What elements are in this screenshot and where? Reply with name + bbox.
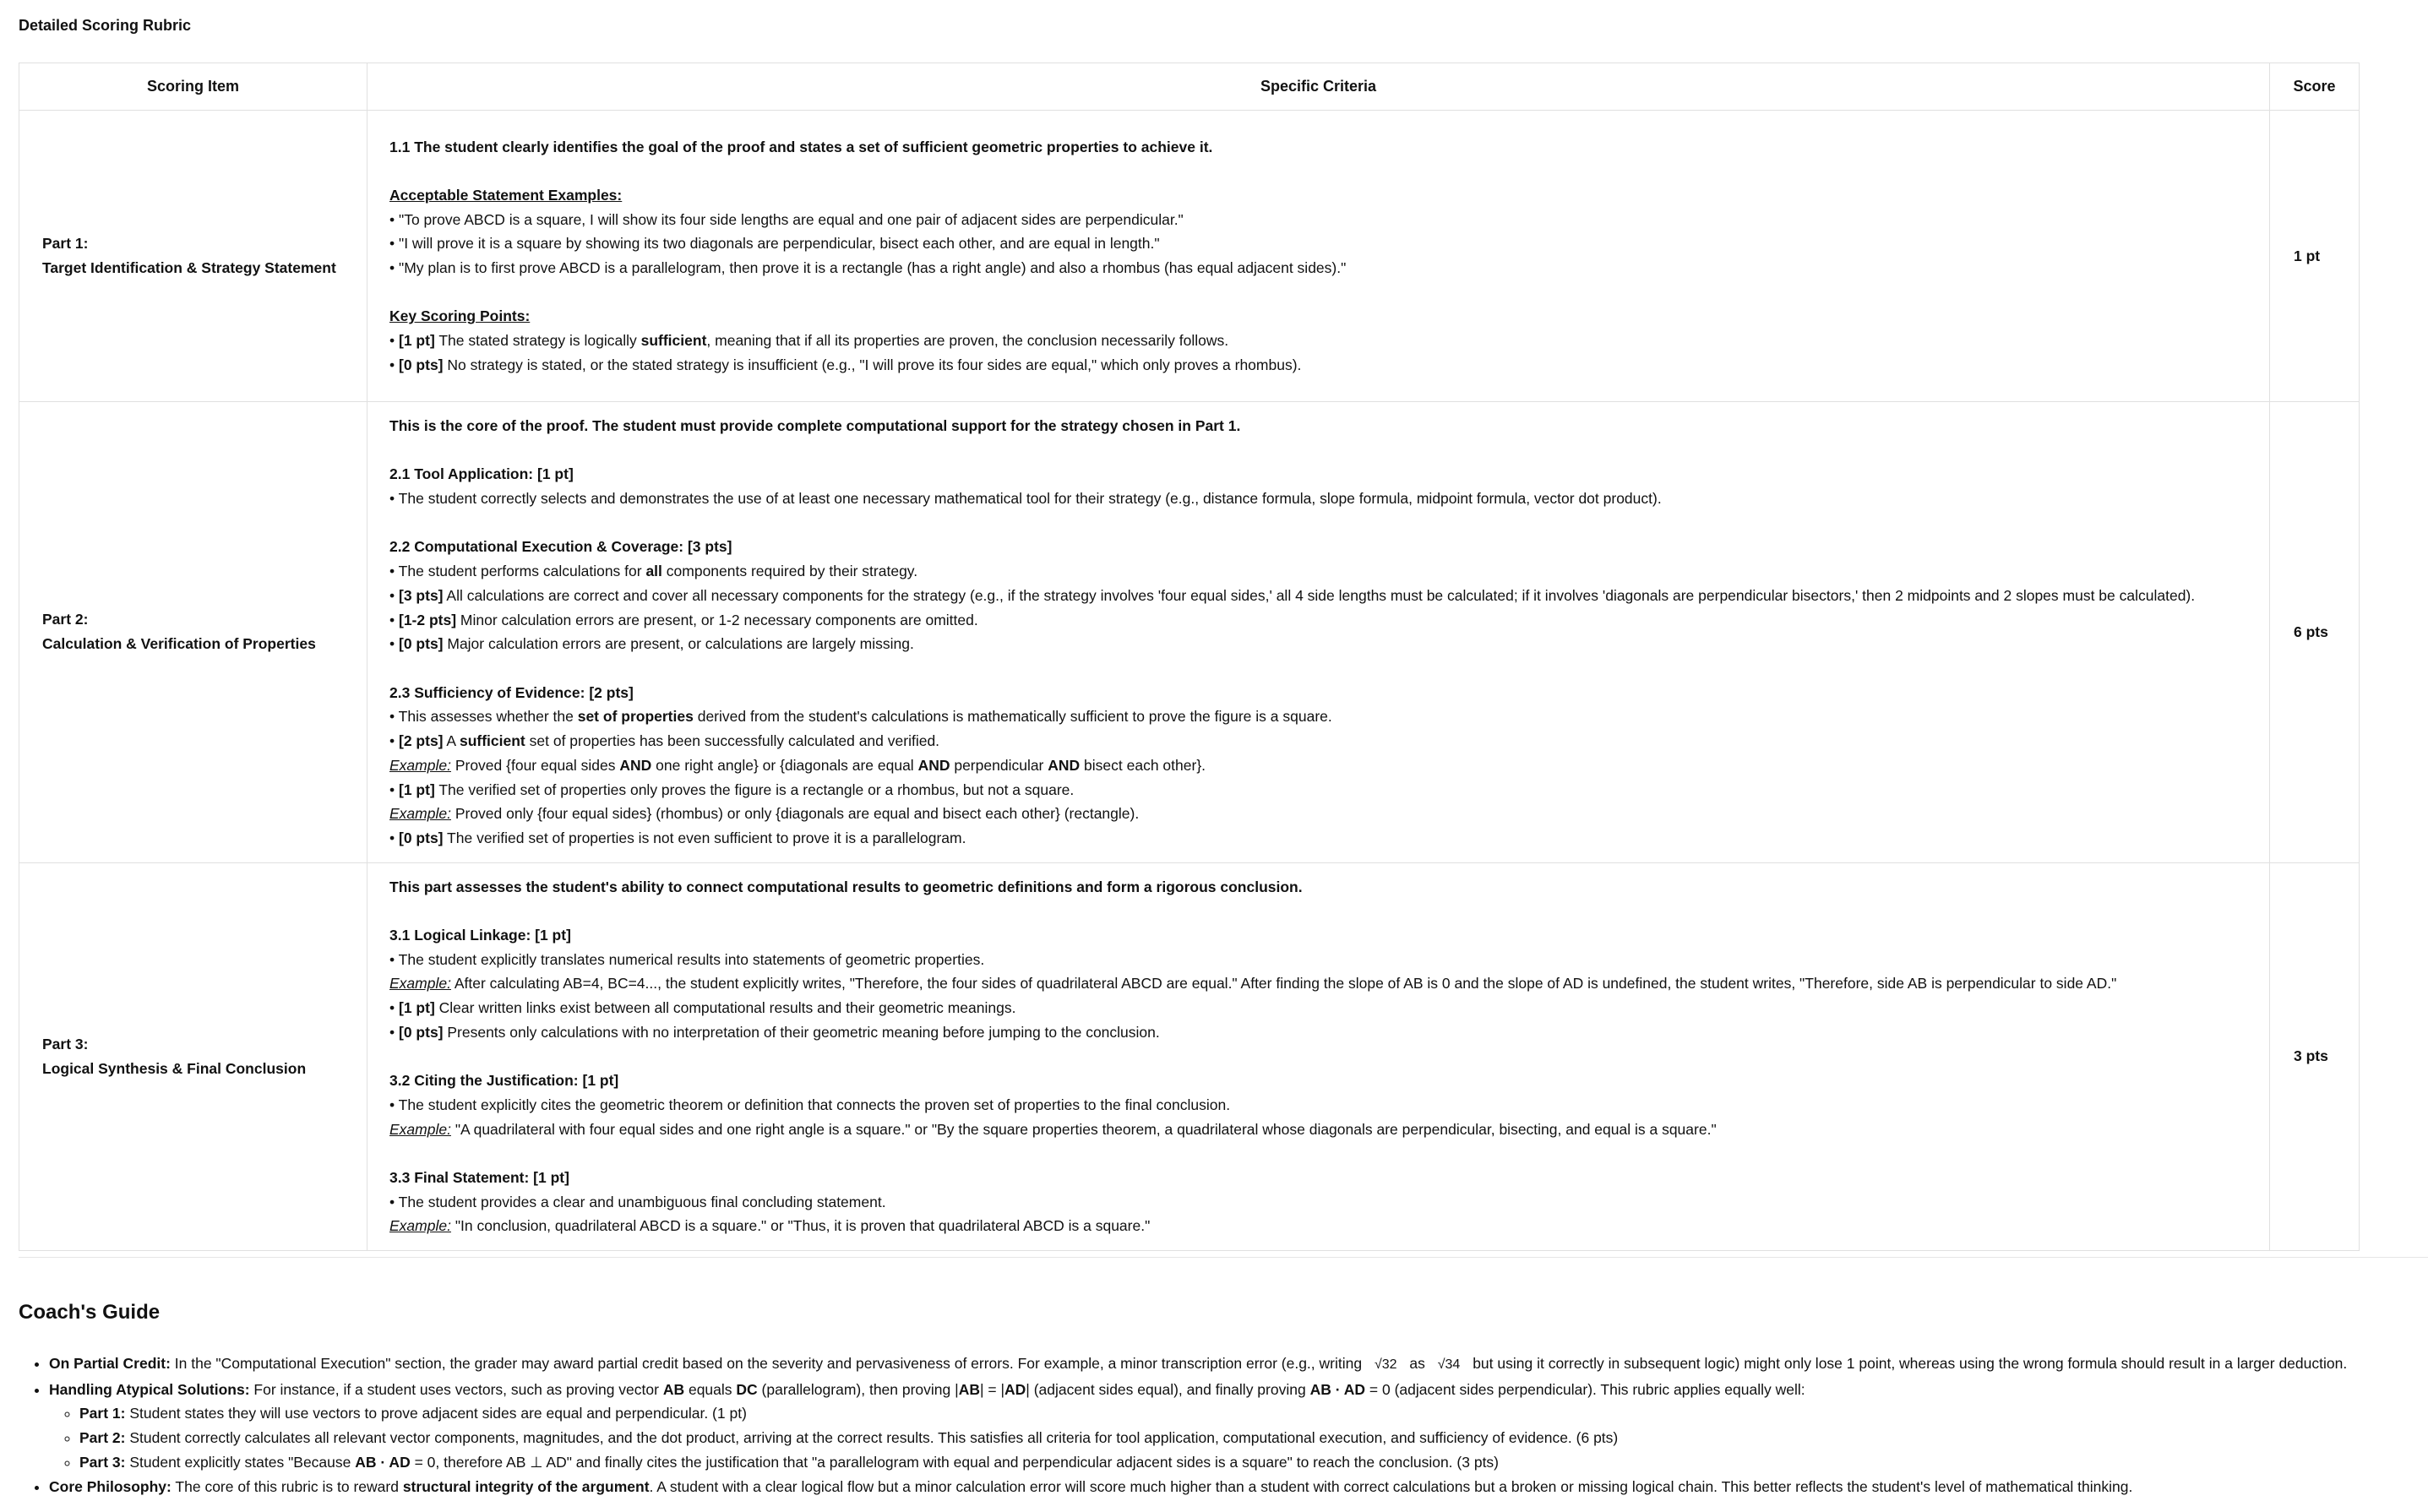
text-run: √34 xyxy=(1437,1357,1461,1372)
criteria-line xyxy=(389,729,2247,753)
line-spacer xyxy=(389,438,2247,463)
text-run: 1.1 The student clearly identifies the goal of the proof and states a set of sufficient geometric properties to achieve it. xyxy=(389,138,1213,155)
criteria-line xyxy=(389,304,2247,329)
score-cell: 3 pts xyxy=(2270,862,2360,1251)
criteria-line xyxy=(389,1190,2247,1215)
score-cell: 1 pt xyxy=(2270,111,2360,402)
text-run: set of properties xyxy=(577,708,694,726)
table-row xyxy=(19,111,2360,402)
scoring-item-cell xyxy=(19,862,367,1251)
text-run: Student correctly calculates all relevant vector components, magnitudes, and the dot product, arriving at the correct results. This satisfies all criteria for tool application, computational execution, and sufficiency of evidence. (6 pts) xyxy=(125,1429,1619,1447)
line-spacer xyxy=(389,656,2247,681)
criteria-line xyxy=(389,559,2247,584)
text-run: derived from the student's calculations is mathematically sufficient to prove the figure is a square. xyxy=(693,708,1332,726)
text-run: • This assesses whether the xyxy=(389,708,578,726)
text-run: all xyxy=(645,563,662,580)
text-run: = 0 (adjacent sides perpendicular). This rubric applies equally well: xyxy=(1365,1380,1805,1398)
line-spacer xyxy=(389,1045,2247,1069)
criteria-line xyxy=(389,231,2247,256)
text-run: Core Philosophy: xyxy=(49,1477,171,1495)
criteria-line xyxy=(389,1020,2247,1045)
text-run: • xyxy=(389,635,399,653)
text-run: The verified set of properties is not even sufficient to prove it is a parallelogram. xyxy=(443,829,966,846)
criteria-line xyxy=(389,1069,2247,1093)
text-run: All calculations are correct and cover all necessary components for the strategy (e.g., if the strategy involves 'four equal sides,' all 4 side lengths must be calculated; if it involves 'diagonals are perpendicular bisectors,' then 2 midpoints and 2 slopes must be calculated). xyxy=(443,586,2196,604)
criteria-line xyxy=(389,414,2247,438)
text-run: No strategy is stated, or the stated strategy is insufficient (e.g., "I will prove its four sides are equal," which only proves a rhombus). xyxy=(443,356,1302,373)
text-run: structural integrity of the argument xyxy=(402,1477,650,1495)
criteria-line xyxy=(389,1166,2247,1190)
text-run: • xyxy=(389,999,399,1017)
text-run: bisect each other}. xyxy=(1080,756,1206,774)
text-run: perpendicular xyxy=(950,756,1048,774)
criteria-line xyxy=(389,826,2247,851)
criteria-line xyxy=(389,353,2247,378)
criteria-line xyxy=(389,681,2247,705)
text-run: = 0, therefore AB ⊥ AD" and finally cites the justification that "a parallelogram with equal and perpendicular adjacent sides is a square" to reach the conclusion. (3 pts) xyxy=(410,1453,1500,1471)
text-run: | = | xyxy=(979,1380,1005,1398)
criteria-line xyxy=(389,923,2247,948)
text-run: • "I will prove it is a square by showing its two diagonals are perpendicular, bisect each other, and are equal in length." xyxy=(389,235,1160,253)
text-run: Example: xyxy=(389,1217,451,1235)
criteria-line xyxy=(389,1093,2247,1118)
coach-guide xyxy=(19,1352,2347,1498)
guide-sublist xyxy=(49,1401,2347,1474)
scoring-rubric-table xyxy=(19,63,2360,1251)
scoring-item-cell xyxy=(19,111,367,402)
guide-item-core-philosophy xyxy=(49,1475,2347,1499)
line-spacer xyxy=(389,159,2247,183)
text-run: 3.2 Citing the Justification: [1 pt] xyxy=(389,1072,619,1090)
criteria-line xyxy=(389,1214,2247,1238)
text-run: 3.3 Final Statement: [1 pt] xyxy=(389,1169,569,1186)
line-spacer xyxy=(389,280,2247,305)
criteria-line xyxy=(389,135,2247,160)
text-run: Part 3: xyxy=(79,1453,126,1471)
table-row xyxy=(19,862,2360,1251)
text-run: [0 pts] xyxy=(399,1023,444,1041)
text-run: AB · AD xyxy=(1309,1380,1366,1398)
guide-item-partial-credit xyxy=(49,1352,2347,1378)
text-run: Handling Atypical Solutions: xyxy=(49,1380,250,1398)
text-run: • xyxy=(389,1023,399,1041)
text-run: • The student performs calculations for xyxy=(389,563,646,580)
text-run: [1 pt] xyxy=(399,780,435,798)
text-run: • xyxy=(389,356,399,373)
text-run: For instance, if a student uses vectors, such as proving vector xyxy=(249,1380,663,1398)
text-run: [3 pts] xyxy=(399,586,444,604)
text-run: √32 xyxy=(1374,1357,1397,1372)
text-run: The verified set of properties only proves the figure is a rectangle or a rhombus, but not a square. xyxy=(434,780,1075,798)
part-name: Logical Synthesis & Final Conclusion xyxy=(42,1059,307,1077)
part-number: Part 3: xyxy=(42,1035,89,1052)
text-run: • "My plan is to first prove ABCD is a parallelogram, then prove it is a rectangle (has a right angle) and also a rhombus (has equal adjacent sides)." xyxy=(389,259,1347,276)
text-run: • "To prove ABCD is a square, I will show its four side lengths are equal and one pair of adjacent sides are perpendicular." xyxy=(389,210,1184,228)
text-run: • The student explicitly translates numerical results into statements of geometric properties. xyxy=(389,950,985,968)
guide-list xyxy=(19,1352,2347,1498)
page-title: Detailed Scoring Rubric xyxy=(19,17,192,34)
text-run: AND xyxy=(619,756,652,774)
part-number: Part 1: xyxy=(42,235,89,252)
criteria-line xyxy=(389,1118,2247,1142)
text-run: • xyxy=(389,332,399,350)
text-run: Student states they will use vectors to prove adjacent sides are equal and perpendicular. (1 pt) xyxy=(125,1405,747,1422)
criteria-line xyxy=(389,584,2247,608)
line-spacer xyxy=(389,899,2247,923)
table-row xyxy=(19,402,2360,863)
column-header-score: Score xyxy=(2270,63,2360,111)
criteria-cell xyxy=(367,402,2270,863)
text-run: components required by their strategy. xyxy=(661,563,918,580)
criteria-line xyxy=(389,487,2247,511)
text-run: [0 pts] xyxy=(399,356,444,373)
text-run: DC xyxy=(736,1380,758,1398)
text-run: AND xyxy=(1048,756,1081,774)
criteria-line xyxy=(389,971,2247,996)
criteria-line xyxy=(389,948,2247,972)
text-run: 2.3 Sufficiency of Evidence: [2 pts] xyxy=(389,683,634,701)
column-header-specific-criteria: Specific Criteria xyxy=(367,63,2270,111)
text-run: Example: xyxy=(389,805,451,823)
column-header-scoring-item: Scoring Item xyxy=(19,63,367,111)
text-run: • xyxy=(389,611,399,628)
score-cell: 6 pts xyxy=(2270,402,2360,863)
text-run: This is the core of the proof. The student must provide complete computational support for the strategy chosen in Part 1. xyxy=(389,417,1241,434)
guide-subitem xyxy=(79,1450,2347,1475)
text-run: The core of this rubric is to reward xyxy=(171,1477,403,1495)
text-run: Student explicitly states "Because xyxy=(125,1453,356,1471)
text-run: Part 1: xyxy=(79,1405,126,1422)
text-run: 3.1 Logical Linkage: [1 pt] xyxy=(389,927,571,944)
text-run: • xyxy=(389,780,399,798)
text-run: one right angle} or {diagonals are equal xyxy=(651,756,918,774)
text-run: After calculating AB=4, BC=4..., the student explicitly writes, "Therefore, the four sides of quadrilateral ABCD are equal." After finding the slope of AB is 0 and the slope of AD is undefined, the student writes, "Therefore, side AB is perpendicular to side AD." xyxy=(450,975,2117,993)
text-run: 2.1 Tool Application: [1 pt] xyxy=(389,465,574,483)
text-run: "In conclusion, quadrilateral ABCD is a square." or "Thus, it is proven that quadrilateral ABCD is a square." xyxy=(450,1217,1151,1235)
text-run: Major calculation errors are present, or calculations are largely missing. xyxy=(443,635,914,653)
text-run: Proved only {four equal sides} (rhombus) or only {diagonals are equal and bisect each other} (rectangle). xyxy=(450,805,1140,823)
text-run: , meaning that if all its properties are proven, the conclusion necessarily follows. xyxy=(706,332,1229,350)
text-run: [1-2 pts] xyxy=(399,611,457,628)
text-run: • xyxy=(389,829,399,846)
text-run: Key Scoring Points: xyxy=(389,307,531,325)
text-run: [2 pts] xyxy=(399,732,444,750)
criteria-line xyxy=(389,996,2247,1020)
text-run: This part assesses the student's ability to connect computational results to geometric definitions and form a rigorous conclusion. xyxy=(389,878,1303,895)
text-run: Minor calculation errors are present, or 1-2 necessary components are omitted. xyxy=(456,611,978,628)
part-name: Calculation & Verification of Properties xyxy=(42,635,316,653)
criteria-line xyxy=(389,183,2247,208)
text-run: | (adjacent sides equal), and finally proving xyxy=(1026,1380,1310,1398)
text-run: AB xyxy=(662,1380,685,1398)
text-run: Acceptable Statement Examples: xyxy=(389,186,623,204)
text-run: AB · AD xyxy=(355,1453,411,1471)
criteria-line xyxy=(389,875,2247,900)
text-run: AD xyxy=(1004,1380,1026,1398)
text-run: Example: xyxy=(389,1120,451,1138)
text-run: (parallelogram), then proving | xyxy=(757,1380,959,1398)
part-number: Part 2: xyxy=(42,611,89,628)
text-run: AND xyxy=(917,756,950,774)
text-run: [1 pt] xyxy=(399,999,435,1017)
text-run: • The student provides a clear and unambiguous final concluding statement. xyxy=(389,1193,886,1210)
text-run: • xyxy=(389,732,399,750)
criteria-line xyxy=(389,632,2247,656)
text-run: Example: xyxy=(389,975,451,993)
text-run: set of properties has been successfully calculated and verified. xyxy=(525,732,940,750)
table-header-row xyxy=(19,63,2360,111)
text-run: AB xyxy=(958,1380,980,1398)
criteria-line xyxy=(389,256,2247,280)
criteria-line xyxy=(389,535,2247,559)
criteria-line xyxy=(389,462,2247,487)
criteria-line xyxy=(389,802,2247,826)
criteria-cell xyxy=(367,111,2270,402)
guide-subitem xyxy=(79,1426,2347,1450)
section-divider xyxy=(19,1257,2428,1258)
text-run: . A student with a clear logical flow but a minor calculation error will score much higher than a student with correct calculations but a broken or missing logical chain. This better reflects the student's level of mathematical thinking. xyxy=(649,1477,2133,1495)
text-run: In the "Computational Execution" section, the grader may award partial credit based on the severity and pervasiveness of errors. For example, a minor transcription error (e.g., writing xyxy=(170,1355,1366,1372)
text-run: • The student correctly selects and demonstrates the use of at least one necessary mathematical tool for their strategy (e.g., distance formula, slope formula, midpoint formula, vector dot product). xyxy=(389,490,1662,508)
text-run: as xyxy=(1405,1355,1429,1372)
text-run: The stated strategy is logically xyxy=(434,332,641,350)
part-name: Target Identification & Strategy Statement xyxy=(42,259,336,276)
criteria-line xyxy=(389,608,2247,633)
scoring-item-cell xyxy=(19,402,367,863)
line-spacer xyxy=(389,511,2247,536)
criteria-line xyxy=(389,704,2247,729)
criteria-line xyxy=(389,329,2247,353)
criteria-cell xyxy=(367,862,2270,1251)
text-run: sufficient xyxy=(459,732,525,750)
text-run: Part 2: xyxy=(79,1429,126,1447)
guide-item-atypical-solutions xyxy=(49,1378,2347,1475)
text-run: [0 pts] xyxy=(399,635,444,653)
text-run: Example: xyxy=(389,756,451,774)
text-run: On Partial Credit: xyxy=(49,1355,171,1372)
text-run: A xyxy=(443,732,460,750)
text-run: Clear written links exist between all computational results and their geometric meanings. xyxy=(434,999,1016,1017)
coach-guide-title: Coach's Guide xyxy=(19,1301,161,1324)
criteria-line xyxy=(389,753,2247,778)
text-run: Presents only calculations with no interpretation of their geometric meaning before jumping to the conclusion. xyxy=(443,1023,1160,1041)
guide-item-text xyxy=(49,1381,1805,1398)
text-run: • The student explicitly cites the geometric theorem or definition that connects the proven set of properties to the final conclusion. xyxy=(389,1096,1231,1113)
text-run: 2.2 Computational Execution & Coverage: [3 pts] xyxy=(389,538,732,556)
text-run: Proved {four equal sides xyxy=(450,756,620,774)
line-spacer xyxy=(389,1141,2247,1166)
text-run: equals xyxy=(684,1380,737,1398)
text-run: • xyxy=(389,586,399,604)
criteria-line xyxy=(389,778,2247,802)
guide-subitem xyxy=(79,1401,2347,1426)
text-run: sufficient xyxy=(640,332,707,350)
text-run: [1 pt] xyxy=(399,332,435,350)
criteria-line xyxy=(389,208,2247,232)
text-run: but using it correctly in subsequent logic) might only lose 1 point, whereas using the wrong formula should result in a larger deduction. xyxy=(1468,1355,2348,1372)
text-run: [0 pts] xyxy=(399,829,444,846)
text-run: "A quadrilateral with four equal sides and one right angle is a square." or "By the square properties theorem, a quadrilateral whose diagonals are perpendicular, bisecting, and equal is a square." xyxy=(450,1120,1717,1138)
